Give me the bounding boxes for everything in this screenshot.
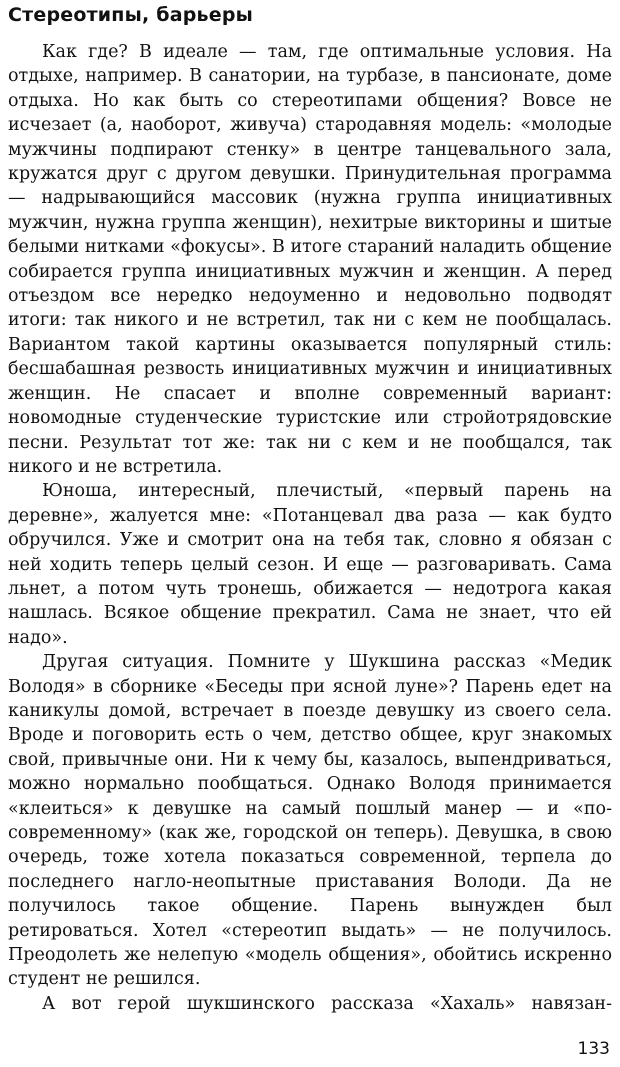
paragraph: Как где? В идеале — там, где оптимальные условия. На отдыхе, например. В санатории, на турбазе, в пансионате, доме отдыха. Но как быть со стереотипами общения? Вовсе не исчезает (а, наоборот, живуча) стародавняя модель: «молодые мужчины подпирают стенку» в центре танцевального зала, кружатся друг с другом девушки. Принудительная программа — надрывающийся массовик (нужна группа инициативных мужчин, нужна группа женщин), нехитрые викторины и шитые белыми нитками «фокусы». В итоге стараний наладить общение собирается группа инициативных мужчин и женщин. А перед отъездом все нередко недоуменно и недовольно подводят итоги: так никого и не встретил, так ни с кем не пообщалась. Вариантом такой картины оказывается популярный стиль: бесшабашная резвость инициативных мужчин и инициативных женщин. Не спасает и вполне современный вариант: новомодные студенческие туристские или стройотрядовские песни. Результат тот же: так ни с кем и не пообщался, так никого и не встретила. [8, 42, 612, 477]
paragraph: А вот герой шукшинского рассказа «Хахаль» навязан- [42, 993, 612, 1014]
paragraph: Другая ситуация. Помните у Шукшина рассказ «Медик Володя» в сборнике «Беседы при ясной луне»? Парень едет на каникулы домой, встречает в поезде девушку из своего села. Вроде и поговорить есть о чем, детство общее, круг знакомых свой, привычные они. Ни к чему бы, казалось, выпендриваться, можно нормально пообщаться. Однако Володя принимается «клеиться» к девушке на самый пошлый манер — и «по-современному» (как же, городской он теперь). Девушка, в свою очередь, тоже хотела показаться современной, терпела до последнего нагло-неопытные приставания Володи. Да не получилось такое общение. Парень вынужден был ретироваться. Хотел «стереотип выдать» — не получилось. Преодолеть же нелепую «модель общения», обойтись искренно студент не решился. [8, 652, 612, 990]
page-number: 133 [577, 1039, 610, 1059]
running-title: Стереотипы, барьеры [8, 4, 254, 26]
paragraph: Юноша, интересный, плечистый, «первый парень на деревне», жалуется мне: «Потанцевал два раза — как будто обручился. Уже и смотрит она на тебя так, словно я обязан с ней ходить теперь целый сезон. И еще — разговаривать. Сама льнет, а потом чуть тронешь, обижается — недотрога какая нашлась. Всякое общение прекратил. Сама не знает, что ей надо». [8, 481, 612, 648]
body-text [8, 40, 612, 1016]
